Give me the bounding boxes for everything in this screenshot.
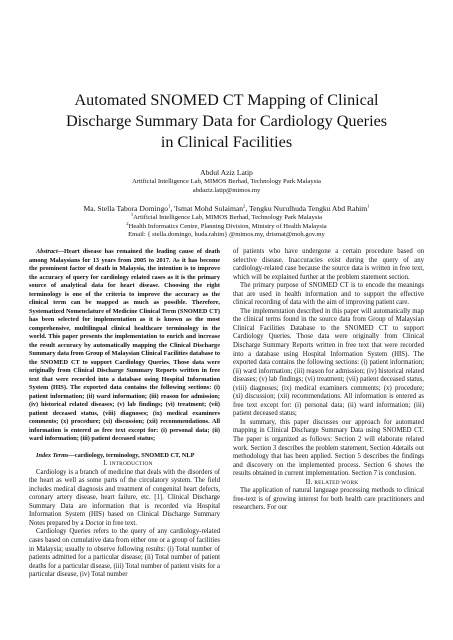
author2-name-a: Ma. Stella Tabora Domingo [83,204,169,214]
abstract [29,248,220,444]
title-line-3: in Clinical Facilities [160,133,293,151]
author2-sup-1: 1 [168,203,171,209]
index-terms-body: —cardiology, terminology, SNOMED CT, NLP [68,451,195,459]
section-2-number: II. [305,478,313,486]
paper-title [40,90,413,153]
author2-name-b: , 'Ismat Mohd Sulaiman [170,204,244,214]
author2-sup-2: 2 [243,203,246,209]
section-1-title: INTRODUCTION [109,461,153,468]
affiliation-1-sup: 1 [130,212,134,217]
abstract-lead: Abstract [36,248,58,255]
affiliation-2-text: Health Informatics Centre, Planning Division, Ministry of Health Malaysia [128,222,327,230]
title-line-1: Automated SNOMED CT Mapping of Clinical [74,91,379,109]
author1-affiliation: Artificial Intelligence Lab, MIMOS Berhad, Technology Park Malaysia [132,178,321,185]
section-heading-introduction [29,460,220,469]
affiliation-1 [20,214,433,223]
intro-paragraph-5: The implementation described in this paper will automatically map the clinical terms found in the source data from Group of Malaysian Clinical Facilities Database to the SNOMED CT to support Cardiology Queries. Those data were originally from Clinical Discharge Summary Reports written in free text that were recorded into a database using Hospital Information System (HIS). The exported data contains the following sections: (i) patient information; (ii) ward information; (iii) reason for admission; (iv) historical related diseases; (v) lab findings; (vi) treatment; (vii) patient deceased status, (viii) diagnoses; (ix) medical examiners comments; (x) procedure; (xi) discussion; (xii) recommendations. All information is entered as free text except for: (i) personal data; (ii) ward information; (iii) patient deceased status; [233,307,424,418]
author1-name: Abdul Aziz Latip [200,168,253,177]
intro-paragraph-6: In summary, this paper discusses our approach for automated mapping in Clinical Discharge Summary Data using SNOMED CT. The paper is organized as follows: Section 2 will elaborate related work. Section 3 describes the problem statement, Section 4details out methodology that has been applied. Section 5 describes the findings and discovery on the implemented process. Section 6 shows the results obtained in current implementation. Section 7 is conclusion. [233,418,424,478]
affiliation-1-text: Artificial Intelligence Lab, MIMOS Berhad, Technology Park Malaysia [133,214,323,222]
abstract-body: —Heart disease has remained the leading cause of death among Malaysians for 13 years from 2005 to 2017. As it has become the prominent factor of death in Malaysia, the intention is to improve the accuracy of query for cardiology related cases as it is the primary source of analytical data for heart disease. Choosing the right terminology is one of the criteria to improve the accuracy as the clinical term can be mapped as much as possible. Therefore, Systematized Nomenclature of Medicine Clinical Term (SNOMED CT) has been selected for implementation as it is known as the most comprehensive, multilingual clinical healthcare terminology in the world. This paper presents the implementation to enrich and increase the result accuracy by automatically mapping the Clinical Discharge Summary data from Group of Malaysian Clinical Facilities database to the SNOMED CT to support Cardiology Queries. Those data were originally from Clinical Discharge Summary Reports written in free text that were recorded into a database using Hospital Information System (HIS). The exported data contains the following sections: (i) patient information; (ii) ward information; (iii) reason for admission; (iv) historical related diseases; (v) lab findings; (vi) treatment; (vii) patient deceased status, (viii) diagnoses; (ix) medical examiners comments; (x) procedure; (xi) discussion; (xii) recommendations. All information is entered as free text except for: (i) personal data; (ii) ward information; (iii) patient deceased status; [29,248,220,442]
author2-sup-3: 1 [367,203,370,209]
intro-paragraph-3: of patients who have undergone a certain procedure based on selective disease. Inaccuracies exist during the query of any cardiology-related case because the source data is written in free text, which will be explained further at the problem statement section. [233,248,424,281]
author2-names [20,204,433,214]
affiliation-2-sup: 2 [126,220,129,226]
index-terms-lead: Index Terms [36,451,69,459]
title-line-2: Discharge Summary Data for Cardiology Queries [65,112,388,130]
index-terms [29,452,220,461]
left-column [29,248,220,580]
section-2-title: RELATED WORK [314,479,359,486]
section-heading-related-work [233,479,424,488]
intro-paragraph-4: The primary purpose of SNOMED CT is to encode the meanings that are used in health information and to support the effective clinical recording of data with the aim of improving patient care. [233,282,424,307]
related-work-paragraph-1: The application of natural language processing methods to clinical free-text is of growing interest for both health care practitioners and researchers. For our [233,487,424,512]
section-1-number: I. [103,460,108,468]
author2-email: Email: { stella.domingo, huda.rahim} @mimos.my, drismat@moh.gov.my [128,231,325,239]
author1-email: abdaziz.latip@mimos.my [192,186,261,194]
author-block [20,168,433,240]
intro-paragraph-2: Cardiology Queries refers to the query of any cardiology-related cases based on cumulative data from either one or a group of facilities in Malaysia; usually to observe following results: (i) Total number of patients admitted for a particular disease; (ii) Total number of patient deaths for a particular disease, (iii) Total number of patient visits for a particular disease, (iv) Total number [29,528,220,579]
right-column [233,248,424,513]
affiliation-2 [20,220,433,232]
intro-paragraph-1: Cardiology is a branch of medicine that deals with the disorders of the heart as well as some parts of the circulatory system. The field includes medical diagnosis and treatment of congenital heart defects, coronary artery disease, heart failure, etc. [1]. Clinical Discharge Summary Data are information that is recorded via Hospital Information System (HIS) based on Clinical Discharge Summary Notes prepared by a Doctor in free text. [29,468,220,527]
author2-name-c: , Tengku Nurulhuda Tengku Abd Rahim [245,204,368,214]
